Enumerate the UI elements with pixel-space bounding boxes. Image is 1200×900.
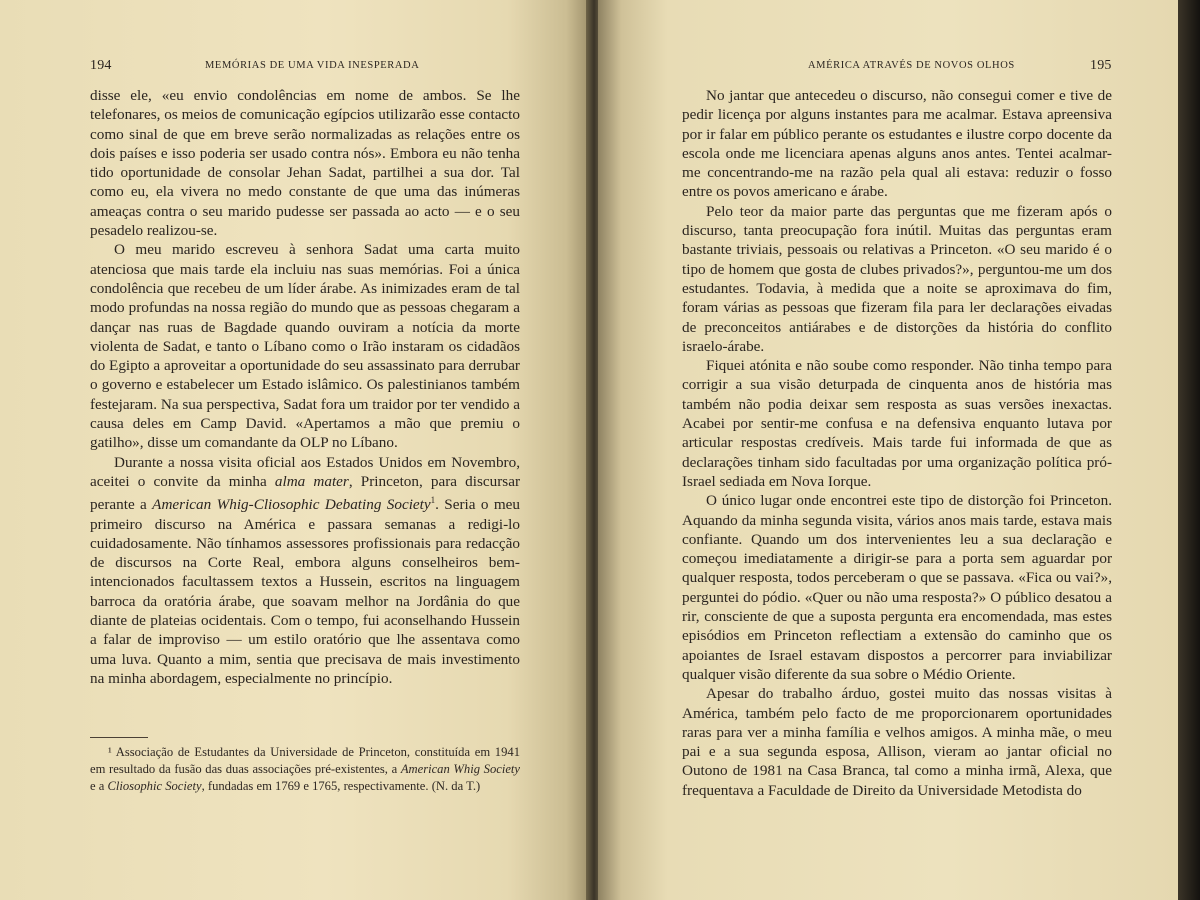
left-running-head-title: MEMÓRIAS DE UMA VIDA INESPERADA (205, 60, 420, 71)
left-body-text (90, 86, 520, 688)
book-right-edge (1178, 0, 1200, 900)
left-p3-text-a: Durante a nossa visita oficial aos Estados Unidos em Novembro, aceitei o convite da minha (90, 453, 520, 490)
right-page-number: 195 (1090, 58, 1112, 73)
footnote-text-a: ¹ Associação de Estudantes da Universidade de Princeton, constituída em 1941 em resultado da fusão das duas associações pré-existentes, a (90, 745, 520, 776)
left-p3-alma-mater: alma mater (274, 472, 349, 490)
left-page-number: 194 (90, 58, 112, 73)
footnote-text-b: e a (90, 779, 108, 793)
left-p3-text-c: . Seria o meu primeiro discurso na América e passara semanas a redigi-lo cuidadosamente. Não tínhamos assessores profissionais para redacção de discursos na Corte Real, embora alguns conselheiros bem-intencionados facultassem textos a Hussein, escritos na linguagem barroca da oratória árabe, que soavam melhor na Jordânia do que diante de plateias ocidentais. Com o tempo, fui aconselhando Hussein a falar de improviso — um estilo oratório que lhe assentava como uma luva. Quanto a mim, sentia que precisava de mais investimento na minha abordagem, especialmente no princípio. (90, 496, 520, 687)
footnote-text-c: , fundadas em 1769 e 1765, respectivamente. (N. da T.) (201, 779, 481, 793)
footnote-em-2: Cliosophic Society (107, 779, 202, 793)
footnote-em-1: American Whig Society (400, 762, 521, 776)
right-paragraph-2: Pelo teor da maior parte das perguntas que me fizeram após o discurso, tanta preocupação fora inútil. Muitas das perguntas eram bastante triviais, pessoais ou relativas a Princeton. «O seu marido é o tipo de homem que gosta de clubes privados?», perguntou-me um dos estudantes. Todavia, à medida que a noite se aproximava do fim, foram várias as pessoas que fizeram fila para ler declarações eivadas de preconceitos antiárabes e de distorções da história do conflito israelo-árabe. (682, 202, 1112, 355)
left-page (0, 0, 590, 900)
right-running-head-title: AMÉRICA ATRAVÉS DE NOVOS OLHOS (808, 60, 1015, 71)
right-body-text (682, 86, 1112, 800)
right-paragraph-3: Fiquei atónita e não soube como responder. Não tinha tempo para corrigir a sua visão deturpada de cinquenta anos de história mas também não podia deixar sem resposta as suas versões inexactas. Acabei por sentir-me confusa e na defensiva enquanto lutava por articular respostas credíveis. Mais tarde fui informada de que as declarações tinham sido facultadas por uma organização política pró-Israel sediada em Nova Iorque. (682, 357, 1112, 490)
left-paragraph-3 (90, 453, 520, 689)
right-paragraph-1: No jantar que antecedeu o discurso, não consegui comer e tive de pedir licença por alguns instantes para me acalmar. Estava apreensiva por ir falar em público perante os estudantes e ilustre corpo docente da escola onde me licenciara apenas alguns anos antes. Tentei acalmar-me concentrando-me na razão pela qual ali estava: reduzir o fosso entre os povos americano e árabe. (682, 87, 1112, 201)
footnote (90, 744, 520, 795)
right-page (598, 0, 1178, 900)
left-paragraph-1: disse ele, «eu envio condolências em nome de ambos. Se lhe telefonares, os meios de comunicação egípcios utilizarão esse contacto como sinal de que em breve serão normalizadas as relações entre os dois países e isso poderia ser usado contra nós». Embora eu não tenha tido oportunidade de consolar Jehan Sadat, partilhei a sua dor. Tal como eu, ela vivera no medo constante de que uma das inúmeras ameaças contra o seu marido pudesse ser passada ao acto — e o seu pesadelo realizou-se. (90, 87, 520, 240)
left-p3-society-name: American Whig-Cliosophic Debating Society (152, 496, 431, 514)
left-p3-text-b: , Princeton, para discursar perante a (90, 472, 521, 514)
right-paragraph-5: Apesar do trabalho árduo, gostei muito das nossas visitas à América, também pelo facto de me proporcionarem oportunidades raras para ver a minha família e velhos amigos. A minha mãe, o meu pai e a sua segunda esposa, Allison, vieram ao jantar oficial no Outono de 1981 na Casa Branca, tal como a minha irmã, Alexa, que frequentava a Faculdade de Direito da Universidade Metodista do (682, 685, 1112, 799)
footnote-rule (90, 737, 148, 738)
right-paragraph-4: O único lugar onde encontrei este tipo de distorção foi Princeton. Aquando da minha segunda visita, vários anos mais tarde, estava mais confiante. Quando um dos intervenientes leu a sua declaração e começou imediatamente a dirigir-se para a porta sem aguardar por qualquer resposta, todos perceberam o que se passava. «Fica ou vai?», perguntei do pódio. «Quer ou não uma resposta?» O público desatou a rir, consciente de que a suposta pergunta era encomendada, mas estes episódios em Princeton reflectiam a extensão do caminho que os apoiantes de Israel estavam dispostos a percorrer para inviabilizar qualquer visão diferente da sua sobre o Médio Oriente. (682, 492, 1112, 683)
footnote-marker: 1 (430, 495, 436, 506)
left-paragraph-2: O meu marido escreveu à senhora Sadat uma carta muito atenciosa que mais tarde ela incluiu nas suas memórias. Foi a única condolência que recebeu de um líder árabe. As inimizades eram de tal modo profundas na nossa região do mundo que as pessoas chegaram a dançar nas ruas de Bagdade quando ouviram a notícia da morte violenta de Sadat, e tanto o Líbano como o Irão instaram os cidadãos do Egipto a aproveitar a oportunidade do seu assassinato para derrubar o governo e estabelecer um Estado islâmico. Os palestinianos também festejaram. Na sua perspectiva, Sadat fora um traidor por ter vendido a causa deles em Camp David. «Apertamos a mão que premiu o gatilho», disse um comandante da OLP no Líbano. (90, 241, 520, 452)
